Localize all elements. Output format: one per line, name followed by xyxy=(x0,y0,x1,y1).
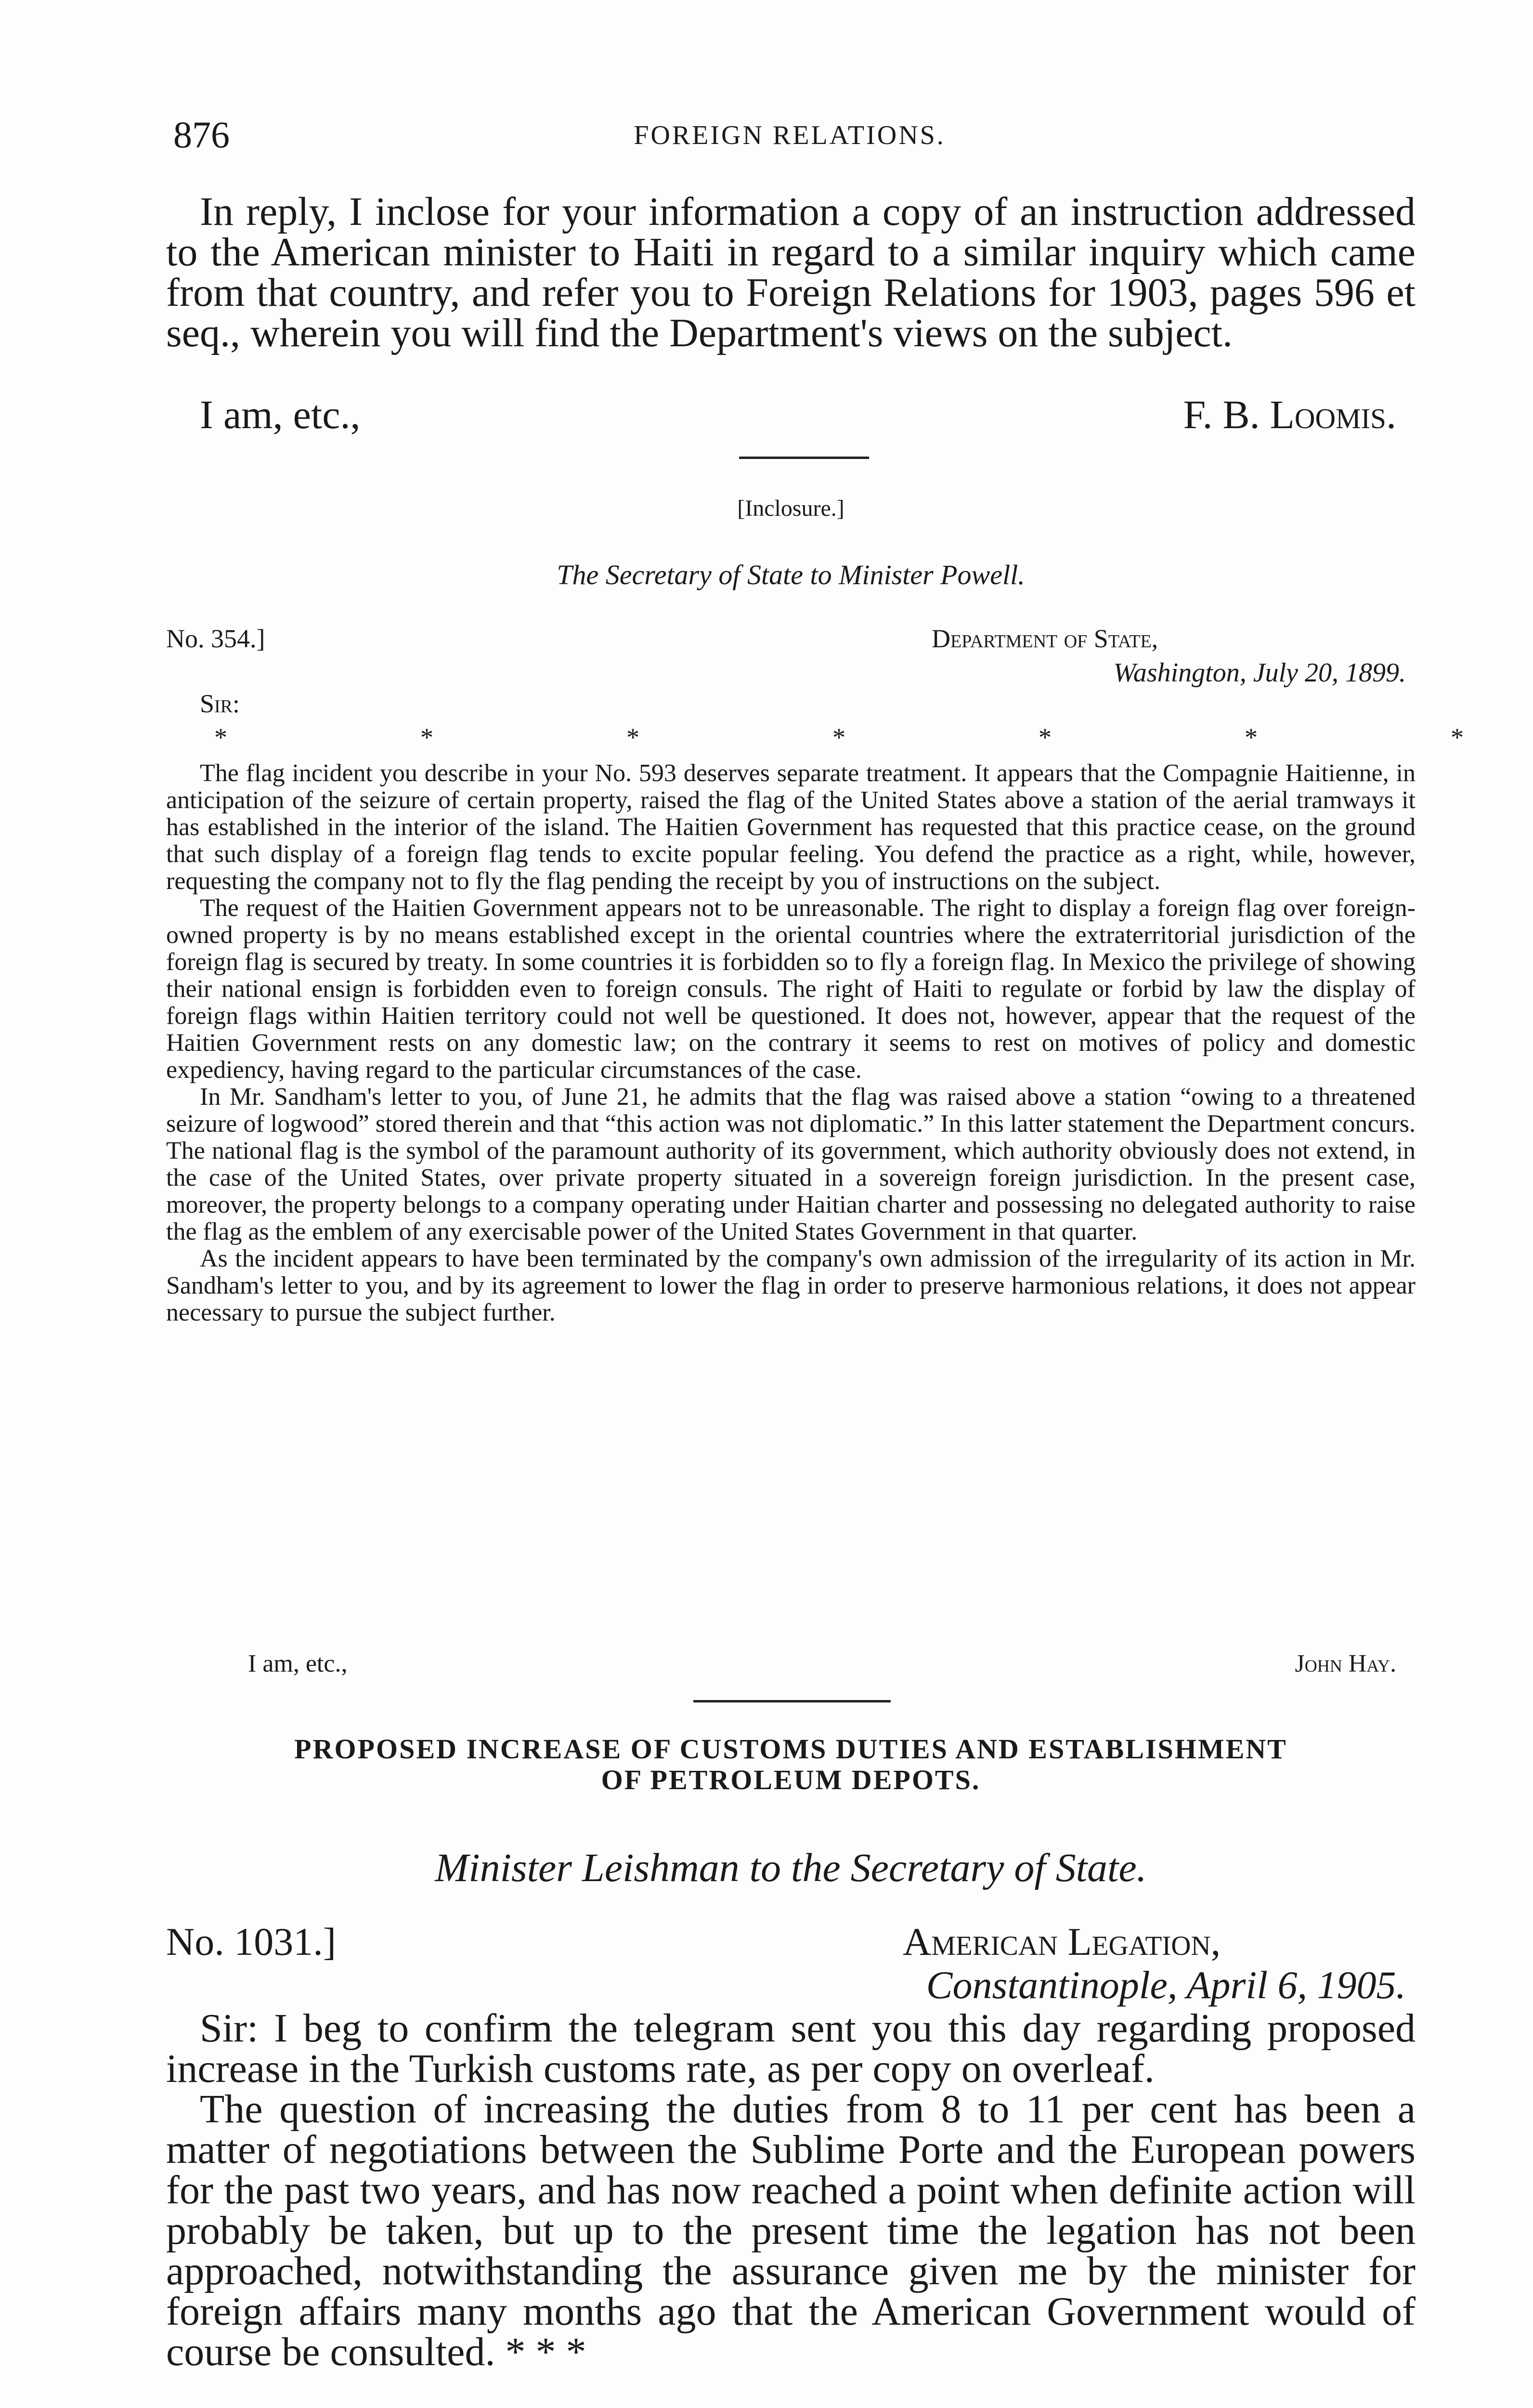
inclosure-title: The Secretary of State to Minister Powell. xyxy=(557,559,1025,590)
page-number: 876 xyxy=(173,114,230,156)
section-paragraph: The question of increasing the duties from 8 to 11 per cent has been a matter of negotiations between the Sublime Porte and the European powers for the past two years, and has now reached a point when definite action will probably be taken, but up to the present time the legation has not been approached, notwithstanding the assurance given me by the minister for foreign affairs many months ago that the American Government would of course be consulted. * * * xyxy=(166,2087,1416,2374)
section-heading-line: PROPOSED INCREASE OF CUSTOMS DUTIES AND ESTABLISHMENT xyxy=(294,1733,1287,1765)
page-header xyxy=(173,113,1406,156)
section-paragraph: Sir: I beg to confirm the telegram sent you this day regarding proposed increase in the Turkish customs rate, as per copy on overleaf. xyxy=(166,2006,1416,2091)
inclosure-paragraph: The flag incident you describe in your No. 593 deserves separate treatment. It appears that the Compagnie Haitienne, in anticipation of the seizure of certain property, raised the flag of the United States above a station of the aerial tramways it has established in the interior of the island. The Haitien Government has requested that this practice cease, on the ground that such display of a foreign flag tends to excite popular feeling. You defend the practice as a right, while, however, requesting the company not to fly the flag pending the receipt by you of instructions on the subject. xyxy=(166,759,1416,895)
inclosure-dateline xyxy=(166,624,1416,662)
inclosure-signoff xyxy=(166,1649,1416,1683)
section-place-date-row xyxy=(166,1963,1416,2011)
section-number: No. 1031.] xyxy=(166,1920,337,1963)
divider-rule xyxy=(739,457,869,459)
inclosure-body xyxy=(166,760,1416,1326)
inclosure-paragraph: In Mr. Sandham's letter to you, of June 21, he admits that the flag was raised above a station “owing to a threatened seizure of logwood” stored therein and that “this action was not diplomatic.” In this latter statement the Department concurs. The national flag is the symbol of the paramount authority of its government, which authority obviously does not extend, in the case of the United States, over private property situated in a sovereign foreign jurisdiction. In the present case, moreover, the property belongs to a company operating under Haitian charter and possessing no delegated authority to raise the flag as the emblem of any exercisable power of the United States Government in that quarter. xyxy=(166,1083,1416,1245)
section-title: Minister Leishman to the Secretary of State. xyxy=(435,1845,1147,1890)
section-legation: American Legation, xyxy=(903,1920,1221,1963)
inclosure-paragraph: The request of the Haitien Government appears not to be unreasonable. The right to display a foreign flag over foreign-owned property is by no means established except in the oriental countries where the extraterritorial jurisdiction of the foreign flag is secured by treaty. In some countries it is forbidden so to fly a foreign flag. In Mexico the privilege of showing their national ensign is forbidden even to foreign consuls. The right of Haiti to regulate or forbid by law the display of foreign flags within Haitien territory could not well be questioned. It does not, however, appear that the request of the Haitien Government rests on any domestic law; on the contrary it seems to rest on motives of policy and domestic expediency, having regard to the particular circumstances of the case. xyxy=(166,894,1416,1084)
inclosure-signature: John Hay. xyxy=(1295,1650,1396,1677)
intro-paragraph: In reply, I inclose for your information a copy of an instruction addressed to the American minister to Haiti in regard to a similar inquiry which came from that country, and refer you to Foreign Relations for 1903, pages 596 et seq., wherein you will find the Department's views on the subject. xyxy=(166,189,1416,355)
running-title: FOREIGN RELATIONS. xyxy=(634,120,946,150)
intro-closing: I am, etc., xyxy=(200,393,361,437)
section-heading xyxy=(166,1734,1416,1795)
section-dateline xyxy=(166,1919,1416,1967)
divider-rule xyxy=(693,1700,891,1702)
inclosure-place-date: Washington, July 20, 1899. xyxy=(1113,658,1406,688)
intro-signature: F. B. Loomis. xyxy=(1183,393,1396,437)
intro-signoff xyxy=(166,395,1416,438)
inclosure-closing: I am, etc., xyxy=(248,1650,348,1677)
section-place-date: Constantinople, April 6, 1905. xyxy=(926,1963,1406,2007)
section-heading-line: OF PETROLEUM DEPOTS. xyxy=(601,1764,981,1795)
inclosure-salutation: Sir: xyxy=(200,689,240,718)
inclosure-number: No. 354.] xyxy=(166,624,265,653)
inclosure-stars: * * * * * * * xyxy=(214,723,1464,752)
inclosure-label: [Inclosure.] xyxy=(737,496,844,521)
inclosure-paragraph: As the incident appears to have been terminated by the company's own admission of the irregularity of its action in Mr. Sandham's letter to you, and by its agreement to lower the flag in order to preserve harmonious relations, it does not appear necessary to pursue the subject further. xyxy=(166,1245,1416,1326)
section-body xyxy=(166,2008,1416,2372)
inclosure-department: Department of State, xyxy=(932,624,1158,653)
intro-letter xyxy=(166,189,1416,355)
